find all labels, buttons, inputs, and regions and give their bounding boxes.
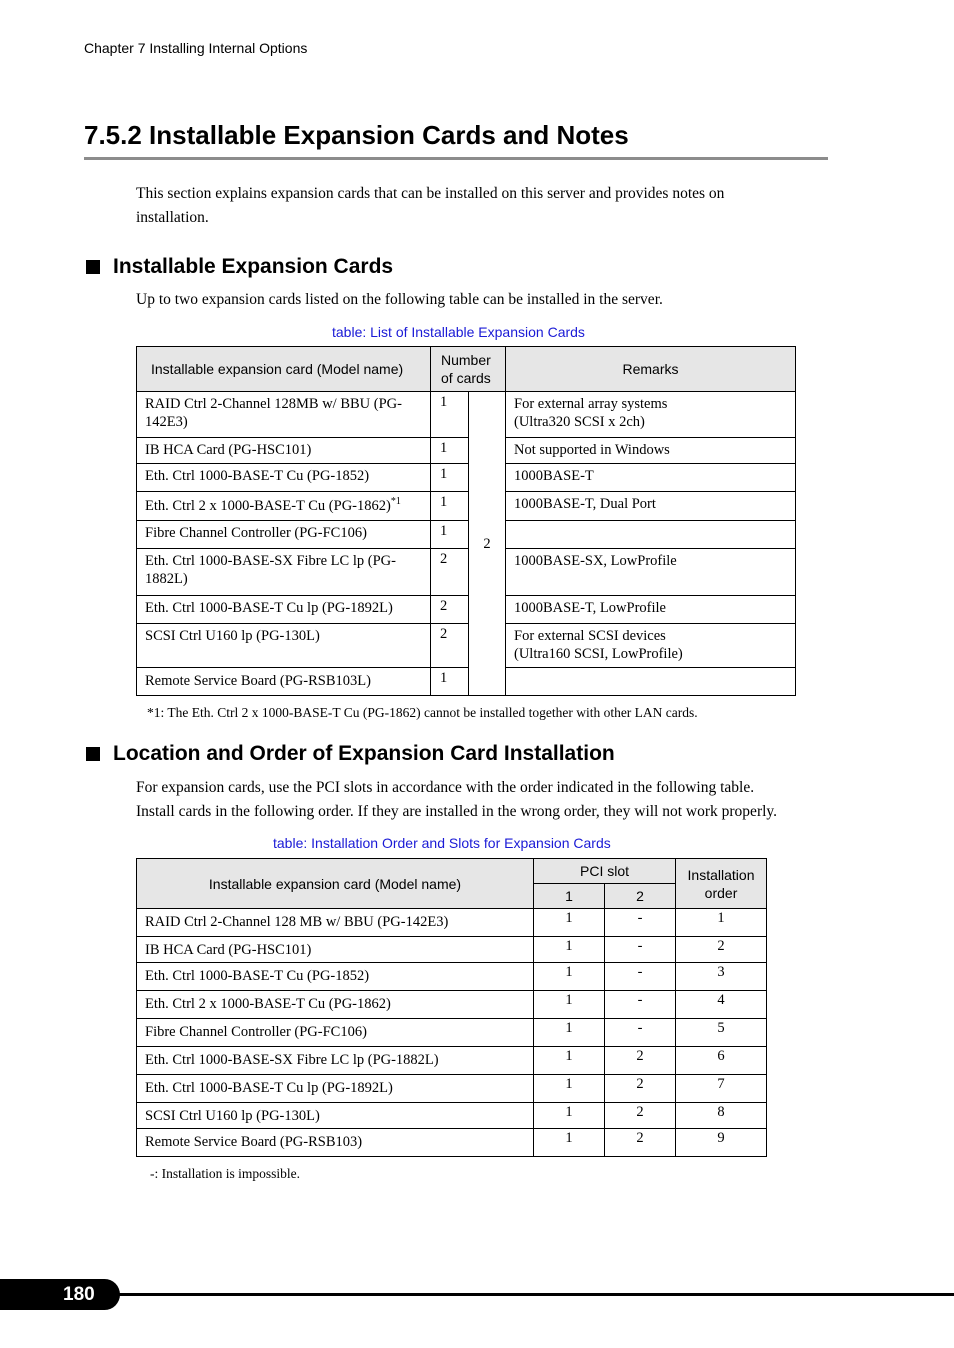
table-row [137,991,767,1019]
card-name: Eth. Ctrl 1000-BASE-T Cu lp (PG-1892L) [137,596,431,624]
section-title: 7.5.2 Installable Expansion Cards and Notes [84,120,629,150]
square-bullet-icon [86,260,100,274]
order-value: 1 [676,909,767,937]
table-row [137,1047,767,1075]
slot1-value: 1 [534,937,605,963]
table-row [137,1129,767,1157]
card-count: 2 [431,596,469,624]
heading-text: Location and Order of Expansion Card Installation [113,742,615,765]
order-paragraph [136,776,836,824]
installation-order-table [136,858,767,1157]
table-row [137,438,796,464]
order-value: 5 [676,1019,767,1047]
card-name: Eth. Ctrl 1000-BASE-SX Fibre LC lp (PG-1882L) [137,549,431,596]
square-bullet-icon [86,747,100,761]
table-row [137,624,796,668]
card-name: RAID Ctrl 2-Channel 128MB w/ BBU (PG-142E3) [137,392,431,438]
card-count: 1 [431,392,469,438]
table-row [137,963,767,991]
table-row [137,937,767,963]
table-row [137,521,796,549]
slot2-value: - [605,991,676,1019]
order-value: 7 [676,1075,767,1103]
card-name: Eth. Ctrl 1000-BASE-SX Fibre LC lp (PG-1882L) [137,1047,534,1075]
installable-cards-table [136,346,796,696]
card-count: 1 [431,668,469,696]
card-count: 2 [431,624,469,668]
max-cards: 2 [469,392,506,696]
header-model: Installable expansion card (Model name) [137,859,534,909]
card-remark: 1000BASE-T, Dual Port [506,492,796,521]
card-remark: Not supported in Windows [506,438,796,464]
slot2-value: - [605,909,676,937]
card-remark: 1000BASE-SX, LowProfile [506,549,796,596]
card-count: 1 [431,464,469,492]
order-value: 3 [676,963,767,991]
header-slot-1: 1 [534,884,605,909]
slot1-value: 1 [534,1129,605,1157]
header-installation-order: Installation order [676,859,767,909]
card-name: Eth. Ctrl 1000-BASE-T Cu lp (PG-1892L) [137,1075,534,1103]
header-slot-2: 2 [605,884,676,909]
cards-paragraph: Up to two expansion cards listed on the following table can be installed in the server. [136,291,663,308]
card-name: IB HCA Card (PG-HSC101) [137,438,431,464]
slot1-value: 1 [534,1103,605,1129]
header-remarks: Remarks [506,347,796,392]
table-caption: table: List of Installable Expansion Cards [332,324,585,340]
card-name: Remote Service Board (PG-RSB103L) [137,668,431,696]
table-row [137,668,796,696]
heading-installable-cards [86,255,393,279]
slot1-value: 1 [534,1047,605,1075]
card-name: RAID Ctrl 2-Channel 128 MB w/ BBU (PG-142E3) [137,909,534,937]
footnote: *1: The Eth. Ctrl 2 x 1000-BASE-T Cu (PG-1862) cannot be installed together with other LAN cards. [147,705,698,720]
card-name: IB HCA Card (PG-HSC101) [137,937,534,963]
title-underline [84,157,828,160]
table-row [137,549,796,596]
slot2-value: 2 [605,1129,676,1157]
card-name: Eth. Ctrl 1000-BASE-T Cu (PG-1852) [137,464,431,492]
slot2-value: - [605,937,676,963]
order-value: 4 [676,991,767,1019]
slot1-value: 1 [534,909,605,937]
intro-paragraph: This section explains expansion cards that can be installed on this server and provides notes on installation. [136,185,725,226]
table-row [137,392,796,438]
card-name: Eth. Ctrl 2 x 1000-BASE-T Cu $(PG-1862)^{*1}$ [137,492,431,521]
card-name: SCSI Ctrl U160 lp (PG-130L) [137,624,431,668]
card-name: Fibre Channel Controller (PG-FC106) [137,1019,534,1047]
slot1-value: 1 [534,1019,605,1047]
card-count: 1 [431,438,469,464]
table-row [137,1075,767,1103]
header-pci-slot: PCI slot [534,859,676,884]
footnote: -: Installation is impossible. [150,1166,300,1181]
order-value: 8 [676,1103,767,1129]
card-count: 2 [431,549,469,596]
table-row [137,464,796,492]
table-caption: table: Installation Order and Slots for Expansion Cards [273,835,611,851]
heading-text: Installable Expansion Cards [113,255,394,278]
slot2-value: 2 [605,1047,676,1075]
order-paragraph-line: For expansion cards, use the PCI slots in accordance with the order indicated in the following table. [136,779,755,796]
card-remark: For external array systems (Ultra320 SCSI x 2ch) [506,392,796,438]
slot1-value: 1 [534,991,605,1019]
slot2-value: 2 [605,1103,676,1129]
card-remark: 1000BASE-T, LowProfile [506,596,796,624]
footer-rule [118,1293,954,1296]
card-count: 1 [431,521,469,549]
card-count: 1 [431,492,469,521]
card-name: Eth. Ctrl 2 x 1000-BASE-T Cu (PG-1862) [137,991,534,1019]
card-remark [506,668,796,696]
table-row [137,1019,767,1047]
card-remark: For external SCSI devices (Ultra160 SCSI, LowProfile) [506,624,796,668]
card-name: Fibre Channel Controller (PG-FC106) [137,521,431,549]
header-number: Number of cards [431,347,506,392]
slot2-value: - [605,963,676,991]
page-number: 180 [63,1283,95,1305]
slot2-value: - [605,1019,676,1047]
card-remark: 1000BASE-T [506,464,796,492]
order-value: 9 [676,1129,767,1157]
order-value: 6 [676,1047,767,1075]
header-model: Installable expansion card (Model name) [137,347,431,392]
table-row [137,909,767,937]
slot2-value: 2 [605,1075,676,1103]
card-name: SCSI Ctrl U160 lp (PG-130L) [137,1103,534,1129]
slot1-value: 1 [534,1075,605,1103]
card-remark [506,521,796,549]
table-row [137,492,796,521]
order-value: 2 [676,937,767,963]
card-name: Eth. Ctrl 1000-BASE-T Cu (PG-1852) [137,963,534,991]
table-row [137,596,796,624]
order-paragraph-line: Install cards in the following order. If they are installed in the wrong order, they will not work properly. [136,803,778,820]
chapter-header: Chapter 7 Installing Internal Options [84,40,308,56]
table-row [137,1103,767,1129]
slot1-value: 1 [534,963,605,991]
page-number-tab [0,1279,120,1310]
card-name: Remote Service Board (PG-RSB103) [137,1129,534,1157]
heading-installation-order [86,742,615,766]
